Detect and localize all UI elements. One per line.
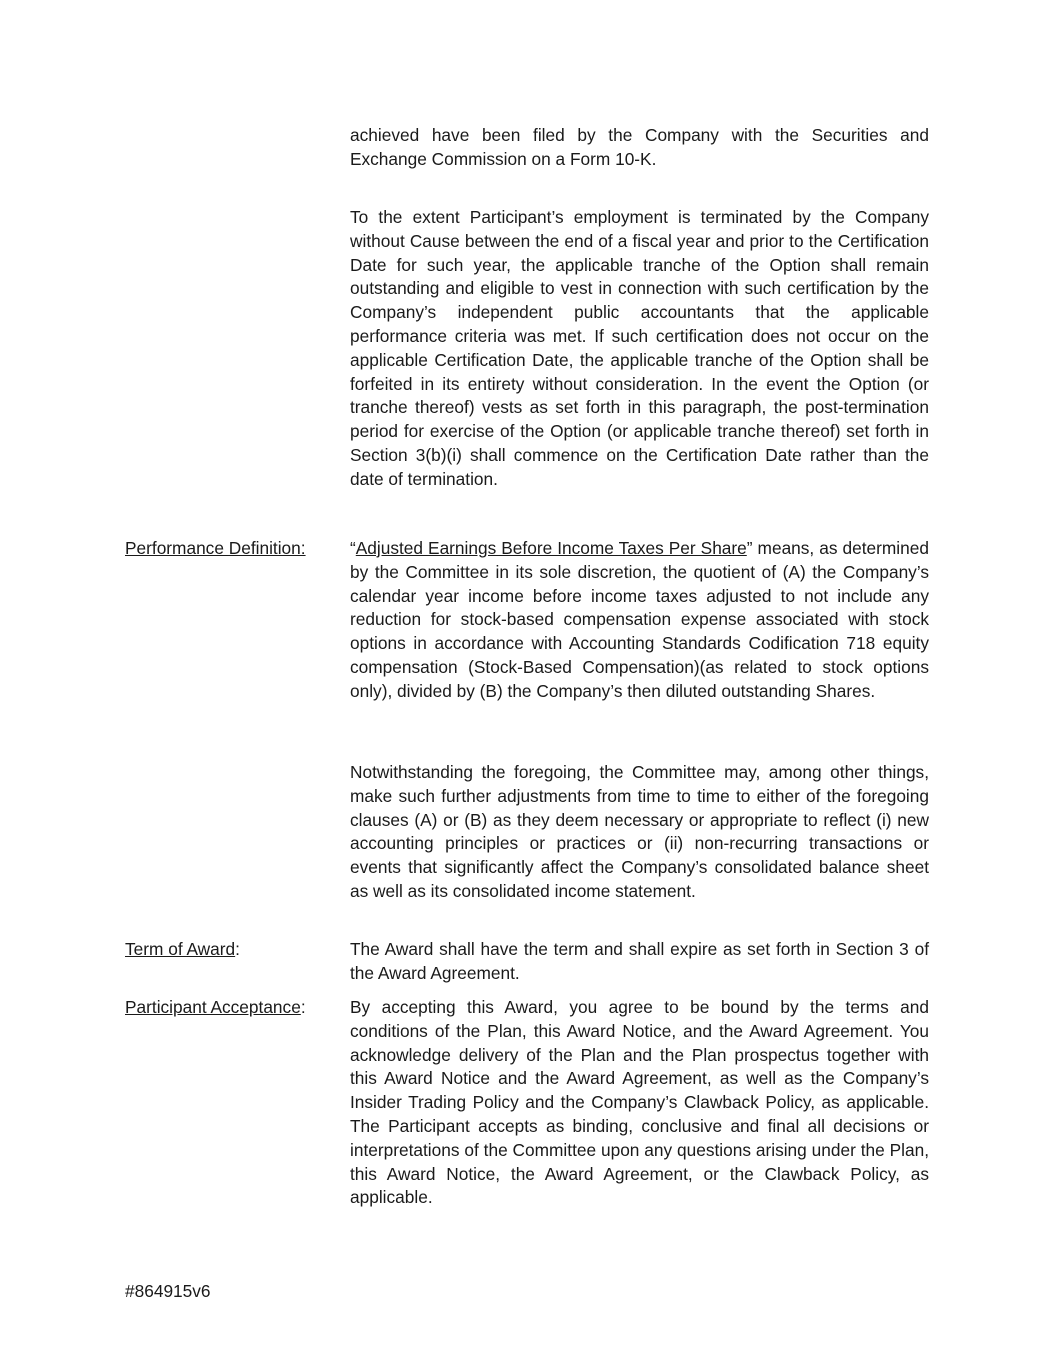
termination-paragraph: To the extent Participant’s employment is terminated by the Company without Cause between the end of a fiscal year and prior to the Certification Date for such year, the applicable tranche of the Option shall remain outstanding and eligible to vest in connection with such certification by the Company’s independent public accountants that the applicable performance criteria was met. If such certification does not occur on the applicable Certification Date, the applicable tranche of the Option shall be forfeited in its entirety without consideration. In the event the Option (or tranche thereof) vests as set forth in this paragraph, the post-termination period for exercise of the Option (or applicable tranche thereof) set forth in Section 3(b)(i) shall commence on the Certification Date rather than the date of termination. — [350, 207, 929, 489]
participant-acceptance-colon: : — [300, 997, 306, 1017]
performance-definition-paragraph — [350, 537, 929, 704]
defined-term: Adjusted Earnings Before Income Taxes Per Share — [355, 538, 747, 558]
term-of-award-text: The Award shall have the term and shall expire as set forth in Section 3 of the Award Agreement. — [350, 939, 929, 983]
definition-body: ” means, as determined by the Committee in its sole discretion, the quotient of (A) the Company’s calendar year income before income taxes adjusted to not include any reduction for stock-based compensation expense associated with stock options in accordance with Accounting Standards Codification 718 equity compensation (Stock-Based Compensation)(as related to stock options only), divided by (B) the Company’s then diluted outstanding Shares. — [350, 538, 929, 701]
participant-acceptance-text: By accepting this Award, you agree to be bound by the terms and conditions of the Plan, this Award Notice, and the Award Agreement. You acknowledge delivery of the Plan and the Plan prospectus together with this Award Notice and the Award Agreement, as well as the Company’s Insider Trading Policy and the Company’s Clawback Policy, as applicable. The Participant accepts as binding, conclusive and final all decisions or interpretations of the Committee upon any questions arising under the Plan, this Award Notice, the Award Agreement, or the Clawback Policy, as applicable. — [350, 997, 929, 1208]
participant-acceptance-label — [125, 996, 306, 1020]
notwithstanding-paragraph: Notwithstanding the foregoing, the Committee may, among other things, make such further adjustments from time to time to either of the foregoing clauses (A) or (B) as they deem necessary or appropriate to reflect (i) new accounting principles or practices or (ii) non-recurring transactions or events that significantly affect the Company’s consolidated balance sheet as well as its consolidated income statement. — [350, 762, 929, 901]
continuation-paragraph: achieved have been filed by the Company with the Securities and Exchange Commission on a Form 10-K. — [350, 125, 929, 169]
performance-definition-label: Performance Definition: — [125, 538, 306, 558]
open-quote: “ — [350, 538, 356, 558]
term-of-award-label — [125, 938, 240, 962]
document-id: #864915v6 — [125, 1281, 211, 1301]
term-of-award-label-text: Term of Award — [125, 939, 236, 959]
term-of-award-colon: : — [235, 939, 240, 959]
participant-acceptance-label-text: Participant Acceptance — [125, 997, 301, 1017]
